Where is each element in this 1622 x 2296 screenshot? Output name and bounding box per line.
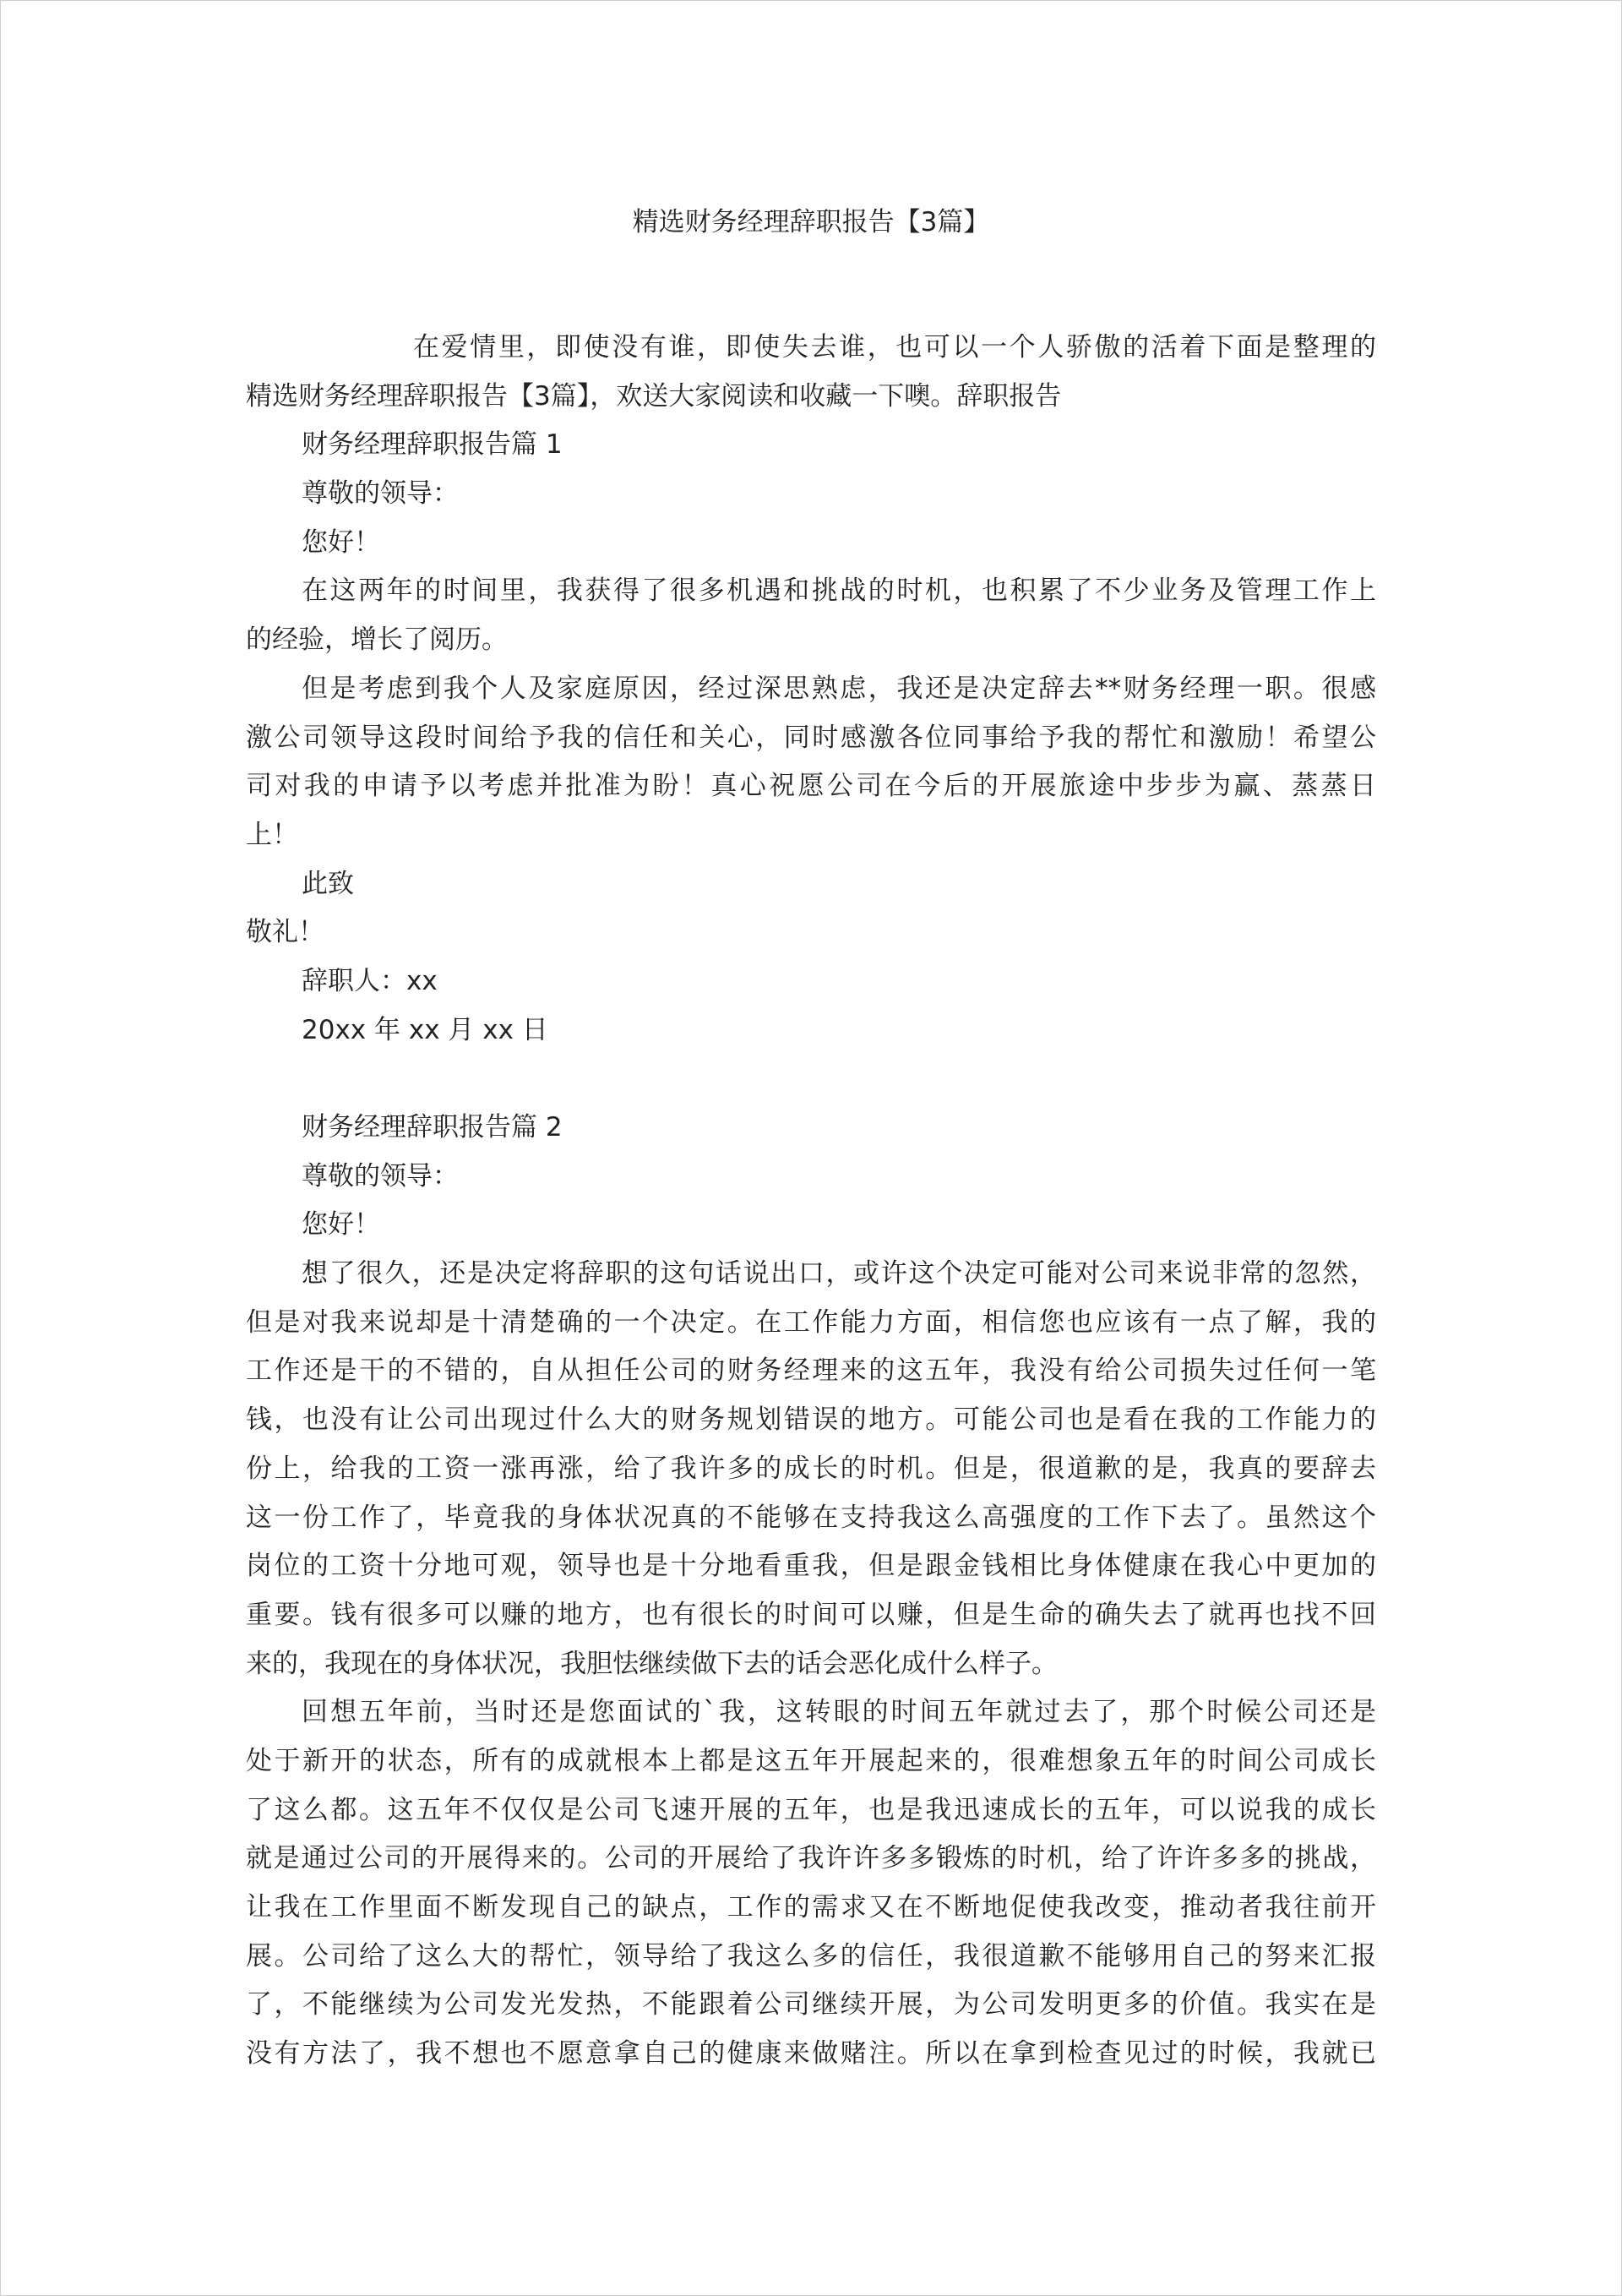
- paragraph-line: 了，不能继续为公司发光发热，不能跟着公司继续开展，为公司发明更多的价值。我实在是: [246, 1989, 1376, 2021]
- letter1-greeting: 您好！: [302, 526, 380, 558]
- paragraph-line: 但是考虑到我个人及家庭原因，经过深思熟虑，我还是决定辞去**财务经理一职。很感: [302, 673, 1376, 704]
- paragraph-line: 但是对我来说却是十清楚确的一个决定。在工作能力方面，相信您也应该有一点了解，我的: [246, 1306, 1376, 1338]
- paragraph-line: 激公司领导这段时间给予我的信任和关心，同时感激各位同事给予我的帮忙和激励！希望公: [246, 722, 1376, 753]
- paragraph-line: 处于新开的状态，所有的成就根本上都是这五年开展起来的，很难想象五年的时间公司成长: [246, 1745, 1376, 1776]
- paragraph-line: 这一份工作了，毕竟我的身体状况真的不能够在支持我这么高强度的工作下去了。虽然这个: [246, 1502, 1376, 1533]
- paragraph-line: 想了很久，还是决定将辞职的这句话说出口，或许这个决定可能对公司来说非常的忽然，: [302, 1258, 1376, 1290]
- paragraph-line: 司对我的申请予以考虑并批准为盼！真心祝愿公司在今后的开展旅途中步步为赢、蒸蒸日: [246, 771, 1376, 802]
- document-body: [246, 324, 1376, 2079]
- signer: 辞职人：xx: [302, 965, 438, 996]
- closing-line: 敬礼！: [246, 917, 324, 948]
- paragraph-line: 上！: [246, 819, 298, 850]
- letter2-heading: 财务经理辞职报告篇 2: [302, 1112, 563, 1143]
- paragraph-line: 钱，也没有让公司出现过什么大的财务规划错误的地方。可能公司也是看在我的工作能力的: [246, 1404, 1376, 1436]
- letter1-salutation: 尊敬的领导：: [302, 478, 459, 510]
- letter2-salutation: 尊敬的领导：: [302, 1160, 459, 1192]
- letter1-heading: 财务经理辞职报告篇 1: [302, 429, 563, 461]
- letter2-greeting: 您好！: [302, 1209, 380, 1241]
- closing-line: 此致: [302, 868, 354, 899]
- paragraph-line: 了这么都。这五年不仅仅是公司飞速开展的五年，也是我迅速成长的五年，可以说我的成长: [246, 1794, 1376, 1825]
- paragraph-line: 工作还是干的不错的，自从担任公司的财务经理来的这五年，我没有给公司损失过任何一笔: [246, 1355, 1376, 1387]
- paragraph-line: 没有方法了，我不想也不愿意拿自己的健康来做赌注。所以在拿到检查见过的时候，我就已: [246, 2038, 1376, 2070]
- paragraph-line: 的经验，增长了阅历。: [246, 624, 508, 656]
- document-title: 精选财务经理辞职报告【3篇】: [632, 207, 990, 237]
- paragraph-line: 重要。钱有很多可以赚的地方，也有很长的时间可以赚，但是生命的确失去了就再也找不回: [246, 1599, 1376, 1630]
- paragraph-line: 回想五年前，当时还是您面试的`我，这转眼的时间五年就过去了，那个时候公司还是: [302, 1697, 1376, 1728]
- paragraph-line: 展。公司给了这么大的帮忙，领导给了我这么多的信任，我很道歉不能够用自己的努来汇报: [246, 1940, 1376, 1972]
- date: 20xx 年 xx 月 xx 日: [302, 1014, 548, 1045]
- intro-line: 精选财务经理辞职报告【3篇】，欢送大家阅读和收藏一下噢。辞职报告: [246, 380, 1062, 412]
- paragraph-line: 来的，我现在的身体状况，我胆怯继续做下去的话会恶化成什么样子。: [246, 1648, 1058, 1679]
- intro-line: 在爱情里，即使没有谁，即使失去谁，也可以一个人骄傲的活着下面是整理的: [413, 332, 1376, 363]
- paragraph-line: 岗位的工资十分地可观，领导也是十分地看重我，但是跟金钱相比身体健康在我心中更加的: [246, 1551, 1376, 1582]
- paragraph-line: 份上，给我的工资一涨再涨，给了我许多的成长的时机。但是，很道歉的是，我真的要辞去: [246, 1453, 1376, 1484]
- paragraph-line: 就是通过公司的开展得来的。公司的开展给了我许许多多锻炼的时机，给了许许多多的挑战，: [246, 1843, 1376, 1874]
- paragraph-line: 让我在工作里面不断发现自己的缺点，工作的需求又在不断地促使我改变，推动者我往前开: [246, 1892, 1376, 1922]
- paragraph-line: 在这两年的时间里，我获得了很多机遇和挑战的时机，也积累了不少业务及管理工作上: [302, 575, 1376, 607]
